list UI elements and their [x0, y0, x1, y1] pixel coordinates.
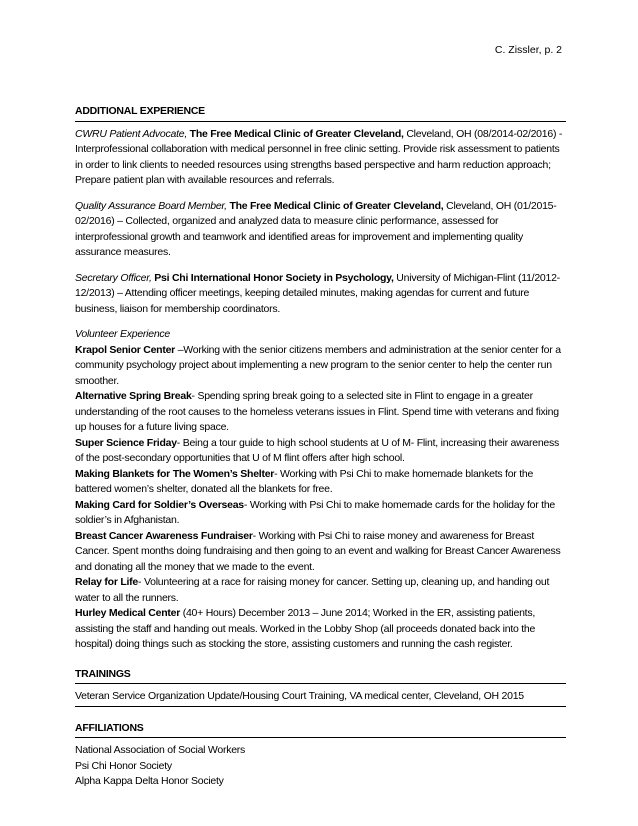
- volunteer-item-blankets: [75, 467, 566, 498]
- experience-entry-patient-advocate: [75, 127, 566, 189]
- volunteer-item-krapol: [75, 343, 566, 390]
- entry-description: Cleveland, OH (08/2014-02/2016) -Interprofessional collaboration with medical personnel in free clinic setting. Provide risk assessment to patients in order to link clients to needed resources using strengths based perspective and harm reduction approach; Prepare patient plan with available resources and referrals.: [75, 127, 563, 186]
- entry-description: Cleveland, OH (01/2015-02/2016) – Collected, organized and analyzed data to measure clinic performance, assessed for interprofessional growth and teamwork and identified areas for improvement and implementing quality assurance measures.: [75, 199, 557, 258]
- volunteer-item-science-friday: [75, 436, 566, 467]
- volunteer-item-cards: [75, 498, 566, 529]
- affiliation-item: National Association of Social Workers: [75, 744, 246, 756]
- volunteer-item-name: Super Science Friday: [75, 436, 177, 449]
- volunteer-item-desc: - Working with Psi Chi to make homemade blankets for the battered women’s shelter, donated all the blankets for free.: [75, 467, 534, 495]
- affiliation-item: Alpha Kappa Delta Honor Society: [75, 775, 224, 787]
- volunteer-experience-heading: Volunteer Experience: [75, 328, 171, 340]
- volunteer-item-name: Alternative Spring Break: [75, 390, 192, 402]
- entry-organization: The Free Medical Clinic of Greater Cleveland,: [229, 199, 444, 212]
- entry-organization: The Free Medical Clinic of Greater Cleveland,: [189, 127, 404, 140]
- volunteer-item-spring-break: [75, 389, 566, 436]
- volunteer-item-relay: [75, 575, 566, 606]
- entry-organization: Psi Chi International Honor Society in Psychology,: [154, 271, 394, 284]
- affiliations-heading: AFFILIATIONS: [75, 721, 566, 739]
- volunteer-item-name: Making Blankets for The Women’s Shelter: [75, 467, 275, 480]
- entry-description: University of Michigan-Flint (11/2012-12/2013) – Attending officer meetings, keeping detailed minutes, making agendas for current and future business, liaison for membership coordinators.: [75, 271, 560, 315]
- additional-experience-heading: ADDITIONAL EXPERIENCE: [75, 104, 566, 122]
- affiliation-item: Psi Chi Honor Society: [75, 759, 172, 772]
- trainings-text: Veteran Service Organization Update/Housing Court Training, VA medical center, Cleveland, OH 2015: [75, 689, 566, 707]
- entry-role: Quality Assurance Board Member,: [75, 199, 227, 212]
- volunteer-item-desc: –Working with the senior citizens members and administration at the senior center for a community psychology project about implementing a new program to the senior center to help the center run smoother.: [75, 343, 561, 387]
- volunteer-item-desc: - Working with Psi Chi to raise money and awareness for Breast Cancer. Spent months doing fundraising and then going to an event and walking for Breast Cancer Awareness and donating all the money that we made to the event.: [75, 529, 561, 573]
- volunteer-item-desc: - Being a tour guide to high school students at U of M- Flint, increasing their awareness of the post-secondary opportunities that U of M flint offers after high school.: [75, 436, 560, 464]
- resume-content: [75, 104, 566, 790]
- experience-entry-quality-assurance: [75, 199, 566, 261]
- volunteer-item-desc: - Working with Psi Chi to make homemade cards for the holiday for the soldier’s in Afghanistan.: [75, 498, 556, 526]
- experience-entry-secretary-officer: [75, 271, 566, 318]
- volunteer-item-desc: (40+ Hours) December 2013 – June 2014; Worked in the ER, assisting patients, assisting the staff and handing out meals. Worked in the Lobby Shop (all proceeds donated back into the hospital) doing things such as stocking the store, assisting customers and running the cash register.: [75, 607, 536, 650]
- volunteer-item-breast-cancer: [75, 529, 566, 576]
- volunteer-item-name: Hurley Medical Center: [75, 607, 181, 619]
- volunteer-item-name: Breast Cancer Awareness Fundraiser: [75, 529, 253, 542]
- volunteer-item-name: Relay for Life: [75, 576, 139, 588]
- volunteer-item-desc: - Volunteering at a race for raising money for cancer. Setting up, cleaning up, and handing out water to all the runners.: [75, 576, 550, 604]
- trainings-heading: TRAININGS: [75, 667, 566, 685]
- entry-role: CWRU Patient Advocate,: [75, 127, 187, 140]
- entry-role: Secretary Officer,: [75, 271, 152, 284]
- volunteer-item-hurley: [75, 606, 566, 653]
- volunteer-item-name: Making Card for Soldier’s Overseas: [75, 498, 244, 511]
- volunteer-item-name: Krapol Senior Center: [75, 343, 176, 356]
- volunteer-item-desc: - Spending spring break going to a selected site in Flint to engage in a greater understanding of the root causes to the homeless veterans issues in Flint. Spend time with veterans and fixing up houses for a future living space.: [75, 390, 559, 433]
- page-header: C. Zissler, p. 2: [494, 44, 562, 56]
